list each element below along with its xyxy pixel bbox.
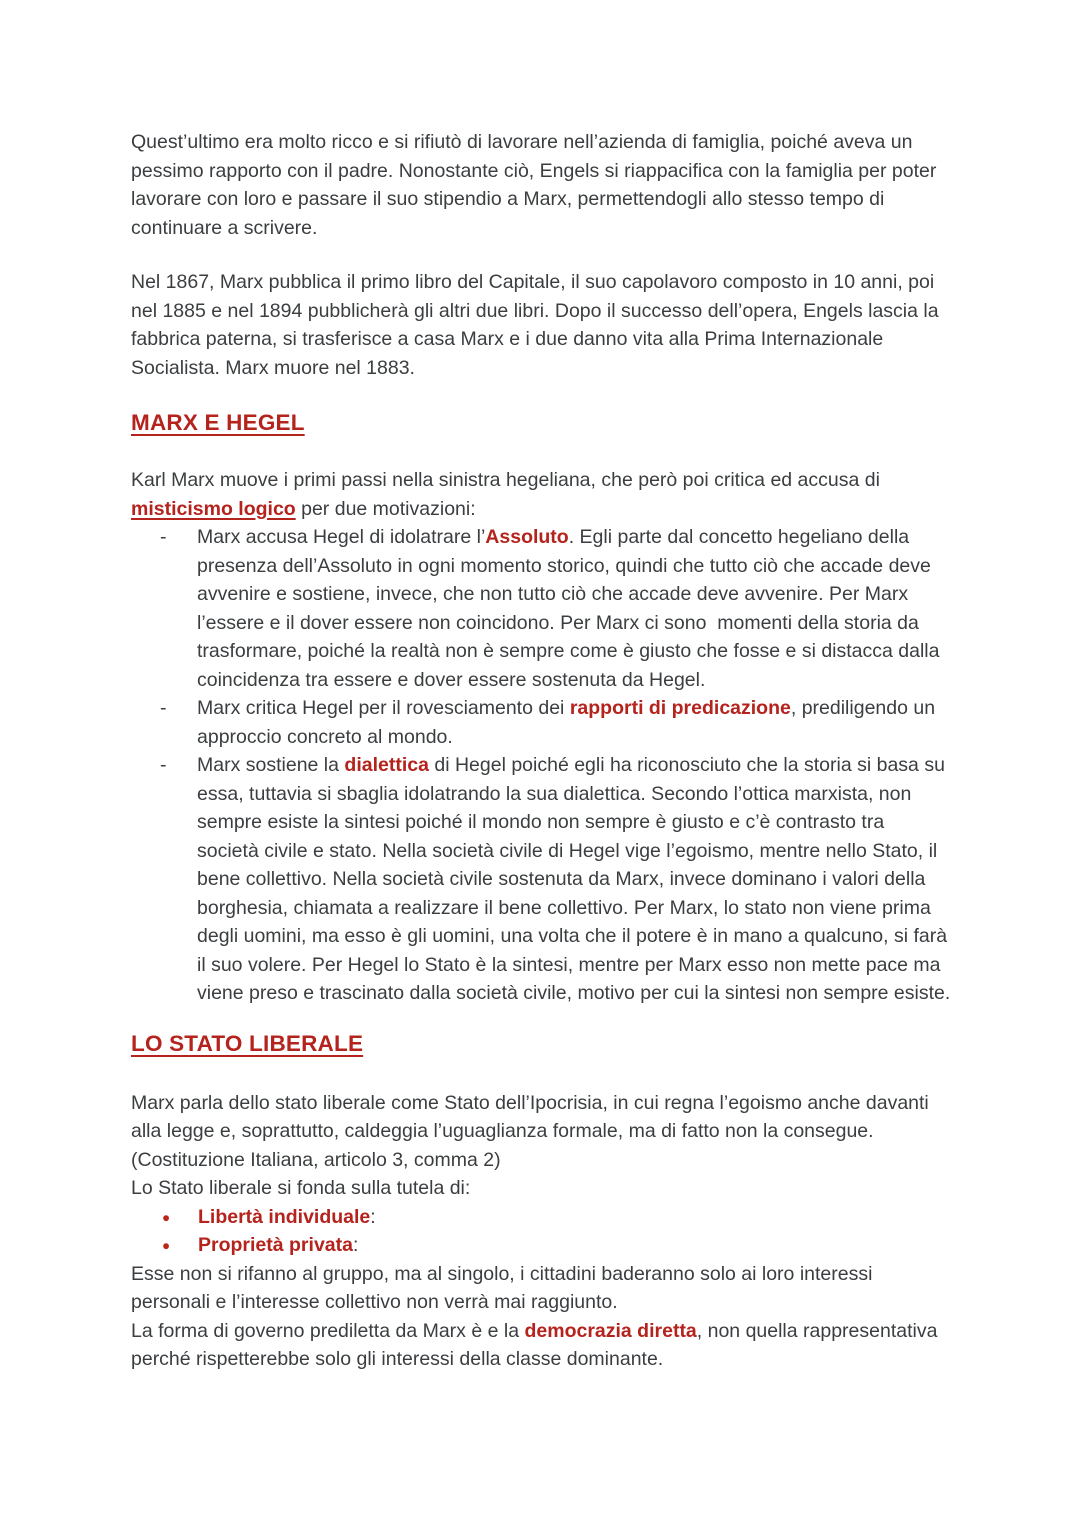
highlighted-term: rapporti di predicazione bbox=[569, 697, 791, 719]
dash-marker-icon: - bbox=[160, 754, 167, 776]
highlighted-term: Assoluto bbox=[485, 526, 569, 548]
text-run: per due motivazioni: bbox=[295, 497, 476, 520]
text-run: . Egli parte dal concetto hegeliano della presenza dell’Assoluto in ogni momento storico, quindi che tutto ciò che accade deve avvenire e sostiene, invece, che non tutto ciò che accade deve avvenire. Per Marx l’essere e il dover essere non coincidono. Per Marx ci sono momenti della storia da trasformare, poiché la realtà non è sempre come è giusto che fosse e si distacca dalla coincidenza tra essere e dover essere sostenuta da Hegel. bbox=[197, 526, 940, 691]
text-run: Esse non si rifanno al gruppo, ma al singolo, i cittadini baderanno solo ai loro interessi personali e l’interesse collettivo non verrà mai raggiunto. bbox=[131, 1262, 873, 1313]
text-run: Nel 1867, Marx pubblica il primo libro del Capitale, il suo capolavoro composto in 10 anni, poi nel 1885 e nel 1894 pubblicherà gli altri due libri. Dopo il successo dell’opera, Engels lascia la fabbrica paterna, si trasferisce a casa Marx e i due danno vita alla Prima Internazionale Socialista. Marx muore nel 1883. bbox=[131, 271, 939, 379]
section-heading: LO STATO LIBERALE bbox=[131, 1030, 364, 1056]
paragraph bbox=[131, 128, 951, 242]
highlighted-term: Proprietà privata bbox=[198, 1234, 353, 1256]
highlighted-term: Libertà individuale bbox=[198, 1205, 371, 1228]
text-run: Marx parla dello stato liberale come Stato dell’Ipocrisia, in cui regna l’egoismo anche davanti alla legge e, soprattutto, caldeggia l’uguaglianza formale, ma di fatto non la consegue. (Costituzione Italiana, articolo 3, comma 2) bbox=[131, 1091, 929, 1171]
text-run: di Hegel poiché egli ha riconosciuto che la storia si basa su essa, tuttavia si sbaglia idolatrando la sua dialettica. Secondo l’ottica marxista, non sempre esiste la sintesi poiché il mondo non sempre è giusto e c’è contrasto tra società civile e stato. Nella società civile di Hegel vige l’egoismo, mentre nello Stato, il bene collettivo. Nella società civile sostenuta da Marx, invece dominano i valori della borghesia, chiamata a realizzare il bene collettivo. Per Marx, lo stato non viene prima degli uomini, ma esso è gli uomini, una volta che il potere è in mano a qualcuno, si farà il suo volere. Per Hegel lo Stato è la sintesi, mentre per Marx esso non mette pace ma viene preso e trascinato dalla società civile, motivo per cui la sintesi non sempre esiste. bbox=[197, 754, 951, 1004]
highlighted-term: democrazia diretta bbox=[524, 1319, 697, 1342]
paragraph bbox=[131, 466, 951, 523]
text-run: : bbox=[370, 1205, 376, 1228]
paragraph bbox=[131, 1174, 951, 1203]
paragraph bbox=[131, 1317, 951, 1374]
dash-marker-icon: - bbox=[160, 526, 167, 548]
paragraph bbox=[131, 1260, 951, 1317]
bullet-list bbox=[131, 1203, 951, 1260]
list-item bbox=[131, 751, 951, 1008]
text-run: Karl Marx muove i primi passi nella sinistra hegeliana, che però poi critica ed accusa di bbox=[131, 469, 880, 491]
section-heading: MARX E HEGEL bbox=[131, 410, 305, 435]
paragraph bbox=[131, 268, 951, 382]
list-item bbox=[131, 694, 951, 751]
text-run: Lo Stato liberale si fonda sulla tutela di: bbox=[131, 1177, 471, 1199]
text-run: : bbox=[352, 1234, 359, 1256]
list-item bbox=[131, 523, 951, 694]
text-run: Marx accusa Hegel di idolatrare l’ bbox=[197, 526, 486, 548]
text-run: Quest’ultimo era molto ricco e si rifiutò di lavorare nell’azienda di famiglia, poiché aveva un pessimo rapporto con il padre. Nonostante ciò, Engels si riappacifica con la famiglia per poter lavorare con loro e passare il suo stipendio a Marx, permettendogli allo stesso tempo di continuare a scrivere. bbox=[131, 131, 937, 239]
text-run: Marx critica Hegel per il rovesciamento dei bbox=[197, 697, 570, 719]
dash-marker-icon: - bbox=[160, 697, 167, 719]
highlighted-term: misticismo logico bbox=[131, 497, 296, 520]
bullet-marker-icon: ● bbox=[162, 1238, 171, 1253]
highlighted-term: dialettica bbox=[344, 754, 429, 776]
list-item bbox=[131, 1231, 951, 1260]
dash-list bbox=[131, 523, 951, 1008]
text-run: , prediligendo un approccio concreto al mondo. bbox=[197, 697, 936, 748]
paragraph bbox=[131, 1089, 951, 1175]
list-item bbox=[131, 1203, 951, 1232]
text-run: , non quella rappresentativa perché rispetterebbe solo gli interessi della classe dominante. bbox=[131, 1319, 938, 1370]
text-run: Marx sostiene la bbox=[197, 754, 345, 776]
bullet-marker-icon: ● bbox=[162, 1209, 171, 1225]
text-run: La forma di governo prediletta da Marx è e la bbox=[131, 1319, 525, 1342]
